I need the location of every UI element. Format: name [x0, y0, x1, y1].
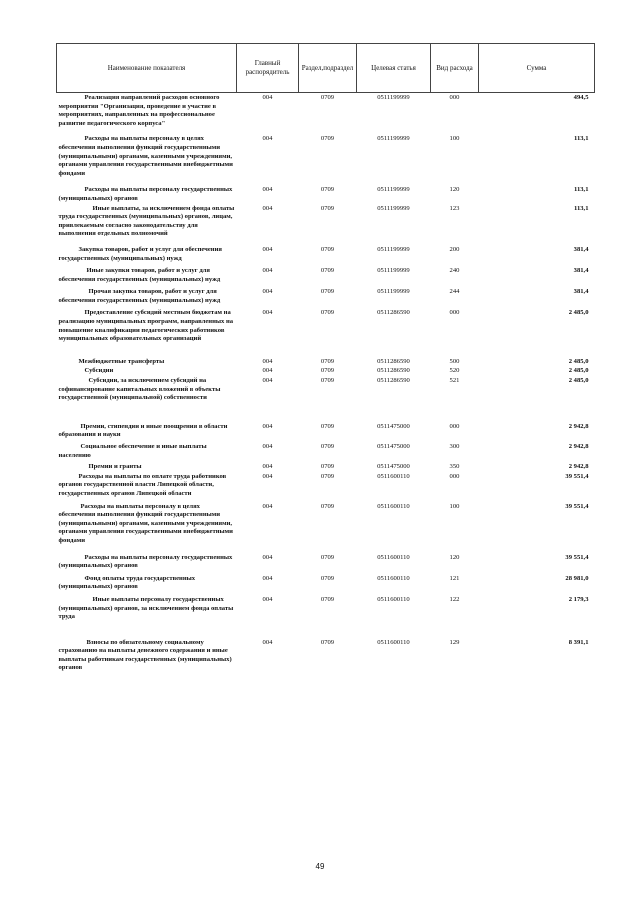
row-article: 0511199999 [377, 288, 410, 296]
row-ministry: 004 [262, 502, 273, 510]
row-amount: 113,1 [574, 186, 589, 194]
row-section: 0709 [320, 472, 335, 480]
row-expense-type: 000 [449, 472, 460, 480]
row-expense-type: 240 [449, 267, 460, 275]
row-amount: 39 551,4 [565, 472, 589, 480]
row-section: 0709 [320, 553, 335, 561]
row-amount: 381,4 [573, 288, 589, 296]
row-name: Субсидии, за исключением субсидий на софинансирование капитальных вложений в объекты государственной (муниципальной) собственности [58, 377, 221, 402]
row-expense-type: 300 [449, 443, 460, 450]
table-row [57, 128, 595, 178]
row-ministry: 004 [262, 186, 273, 194]
row-article: 0511199999 [377, 186, 410, 194]
row-name: Расходы на выплаты по оплате труда работников органов государственной власти Липецкой области, государственных органов Липецкой области [58, 472, 227, 497]
row-ministry: 004 [262, 357, 273, 365]
table-row [57, 622, 595, 673]
row-section: 0709 [320, 367, 335, 375]
table-row [57, 472, 595, 499]
table-row [57, 460, 595, 472]
row-amount: 113,1 [574, 135, 589, 143]
header-section: Раздел,подраздел [299, 44, 357, 93]
table-row [57, 344, 595, 367]
row-name: Расходы на выплаты персоналу государственных (муниципальных) органов [58, 186, 233, 202]
table-row [57, 93, 595, 129]
table-row [57, 204, 595, 239]
row-ministry: 004 [262, 638, 273, 646]
row-section: 0709 [320, 288, 335, 296]
row-section: 0709 [320, 309, 335, 317]
row-article: 0511600110 [377, 472, 410, 480]
row-amount: 2 942,8 [568, 443, 589, 450]
row-amount: 28 981,0 [565, 574, 589, 582]
row-article: 0511475000 [377, 422, 410, 430]
row-name: Взносы по обязательному социальному страхованию на выплаты денежного содержания и иные выплаты работникам государственных (муниципальных) органов [58, 638, 232, 672]
row-section: 0709 [320, 204, 335, 212]
table-row [57, 403, 595, 440]
header-ministry: Главный распорядитель [237, 44, 299, 93]
header-article: Целевая статья [357, 44, 431, 93]
row-article: 0511600110 [377, 638, 410, 646]
row-article: 0511286590 [377, 309, 410, 317]
table-header-row [57, 44, 595, 93]
table-row [57, 571, 595, 592]
row-section: 0709 [320, 502, 335, 510]
row-expense-type: 129 [449, 638, 460, 646]
row-amount: 2 485,0 [568, 309, 589, 317]
row-expense-type: 120 [449, 553, 460, 561]
header-amount: Сумма [479, 44, 595, 93]
row-section: 0709 [320, 267, 335, 275]
row-ministry: 004 [262, 463, 273, 471]
table-row [57, 239, 595, 263]
row-ministry: 004 [262, 204, 273, 212]
row-section: 0709 [320, 135, 335, 143]
row-name: Предоставление субсидий местным бюджетам на реализацию муниципальных программ, направленных на повышение квалификации педагогических работников муниципальных образовательных организаций [58, 309, 234, 343]
row-article: 0511600110 [377, 502, 410, 510]
header-expense-type: Вид расхода [431, 44, 479, 93]
row-ministry: 004 [262, 245, 273, 253]
row-amount: 2 179,3 [568, 595, 589, 603]
row-amount: 39 551,4 [565, 502, 589, 510]
table-row [57, 376, 595, 403]
row-name: Социальное обеспечение и иные выплаты населению [58, 443, 207, 459]
row-expense-type: 000 [449, 309, 460, 317]
table-row [57, 592, 595, 622]
row-name: Межбюджетные трансферты [78, 357, 165, 365]
row-name: Иные выплаты персоналу государственных (муниципальных) органов, за исключением фонда оплаты труда [58, 595, 234, 621]
row-expense-type: 122 [449, 595, 460, 603]
row-article: 0511286590 [377, 377, 410, 385]
row-expense-type: 000 [449, 94, 460, 101]
row-name: Иные выплаты, за исключением фонда оплаты труда государственных (муниципальных) органов, лицам, привлекаемым согласно законодательству для выполнения отдельных полномочий [58, 204, 235, 238]
row-amount: 2 942,8 [568, 422, 589, 430]
row-name: Фонд оплаты труда государственных (муниципальных) органов [58, 574, 196, 591]
row-ministry: 004 [262, 595, 273, 603]
row-article: 0511475000 [377, 443, 410, 450]
row-section: 0709 [320, 94, 335, 101]
row-ministry: 004 [262, 94, 273, 101]
row-section: 0709 [320, 422, 335, 430]
row-article: 0511199999 [377, 267, 410, 275]
row-article: 0511600110 [377, 595, 410, 603]
row-expense-type: 100 [449, 502, 460, 510]
row-expense-type: 000 [449, 422, 460, 430]
row-ministry: 004 [262, 443, 273, 450]
row-article: 0511286590 [377, 367, 410, 375]
row-article: 0511286590 [377, 357, 410, 365]
table-row [57, 305, 595, 343]
row-section: 0709 [320, 357, 335, 365]
row-section: 0709 [320, 443, 335, 450]
row-article: 0511475000 [377, 463, 410, 471]
row-name: Иные закупки товаров, работ и услуг для обеспечения государственных (муниципальных) нужд [58, 267, 221, 283]
row-expense-type: 521 [449, 377, 460, 385]
table-row [57, 178, 595, 203]
row-ministry: 004 [262, 288, 273, 296]
row-section: 0709 [320, 595, 335, 603]
row-ministry: 004 [262, 377, 273, 385]
row-name: Закупка товаров, работ и услуг для обеспечения государственных (муниципальных) нужд [58, 245, 222, 262]
row-amount: 2 942,8 [568, 463, 589, 471]
row-expense-type: 121 [449, 574, 460, 582]
row-ministry: 004 [262, 472, 273, 480]
row-name: Расходы на выплаты персоналу в целях обеспечения выполнения функций государственными (муниципальными) органами, казенными учреждениями, органами управления государственными внебюджетными фондами [58, 135, 233, 177]
row-article: 0511199999 [377, 135, 410, 143]
row-amount: 2 485,0 [568, 377, 589, 385]
table-row [57, 546, 595, 571]
row-amount: 39 551,4 [565, 553, 589, 561]
row-article: 0511199999 [377, 204, 410, 212]
page-number: 49 [315, 862, 325, 871]
row-amount: 381,4 [573, 245, 589, 253]
row-expense-type: 100 [449, 135, 460, 143]
row-expense-type: 350 [449, 463, 460, 471]
row-name: Премии, стипендии и иные поощрения в области образования и науки [58, 422, 228, 439]
row-article: 0511600110 [377, 574, 410, 582]
row-amount: 2 485,0 [568, 367, 589, 375]
row-amount: 113,1 [574, 204, 589, 212]
row-amount: 494,5 [573, 94, 589, 101]
row-ministry: 004 [262, 553, 273, 561]
table-row [57, 499, 595, 546]
row-article: 0511600110 [377, 553, 410, 561]
row-expense-type: 120 [449, 186, 460, 194]
row-name: Расходы на выплаты персоналу государственных (муниципальных) органов [58, 553, 233, 570]
row-ministry: 004 [262, 574, 273, 582]
row-section: 0709 [320, 245, 335, 253]
row-section: 0709 [320, 574, 335, 582]
row-amount: 2 485,0 [568, 357, 589, 365]
row-name: Расходы на выплаты персоналу в целях обеспечения выполнения функций государственными (муниципальными) органами, казенными учреждениями, органами управления государственными внебюджетными фондами [58, 502, 233, 544]
row-name: Прочая закупка товаров, работ и услуг для обеспечения государственных (муниципальных) нужд [58, 288, 221, 304]
budget-table [56, 43, 595, 673]
row-article: 0511199999 [377, 245, 410, 253]
row-section: 0709 [320, 463, 335, 471]
row-name: Премии и гранты [88, 463, 142, 471]
row-section: 0709 [320, 638, 335, 646]
table-row [57, 284, 595, 305]
row-article: 0511199999 [377, 94, 410, 101]
table-row [57, 263, 595, 284]
row-amount: 8 391,1 [568, 638, 589, 646]
row-ministry: 004 [262, 309, 273, 317]
row-ministry: 004 [262, 267, 273, 275]
row-expense-type: 500 [449, 357, 460, 365]
row-ministry: 004 [262, 422, 273, 430]
row-expense-type: 200 [449, 245, 460, 253]
row-name: Реализация направлений расходов основного мероприятия "Организация, проведение и участие в мероприятиях, направленных на профессиональное развитие педагогического корпуса" [58, 94, 220, 127]
row-name: Субсидии [84, 367, 114, 375]
row-expense-type: 244 [449, 288, 460, 296]
row-section: 0709 [320, 377, 335, 385]
row-amount: 381,4 [573, 267, 589, 275]
table-row [57, 440, 595, 460]
header-name: Наименование показателя [57, 44, 237, 93]
row-expense-type: 520 [449, 367, 460, 375]
table-row [57, 366, 595, 376]
row-ministry: 004 [262, 367, 273, 375]
row-ministry: 004 [262, 135, 273, 143]
row-expense-type: 123 [449, 204, 460, 212]
row-section: 0709 [320, 186, 335, 194]
